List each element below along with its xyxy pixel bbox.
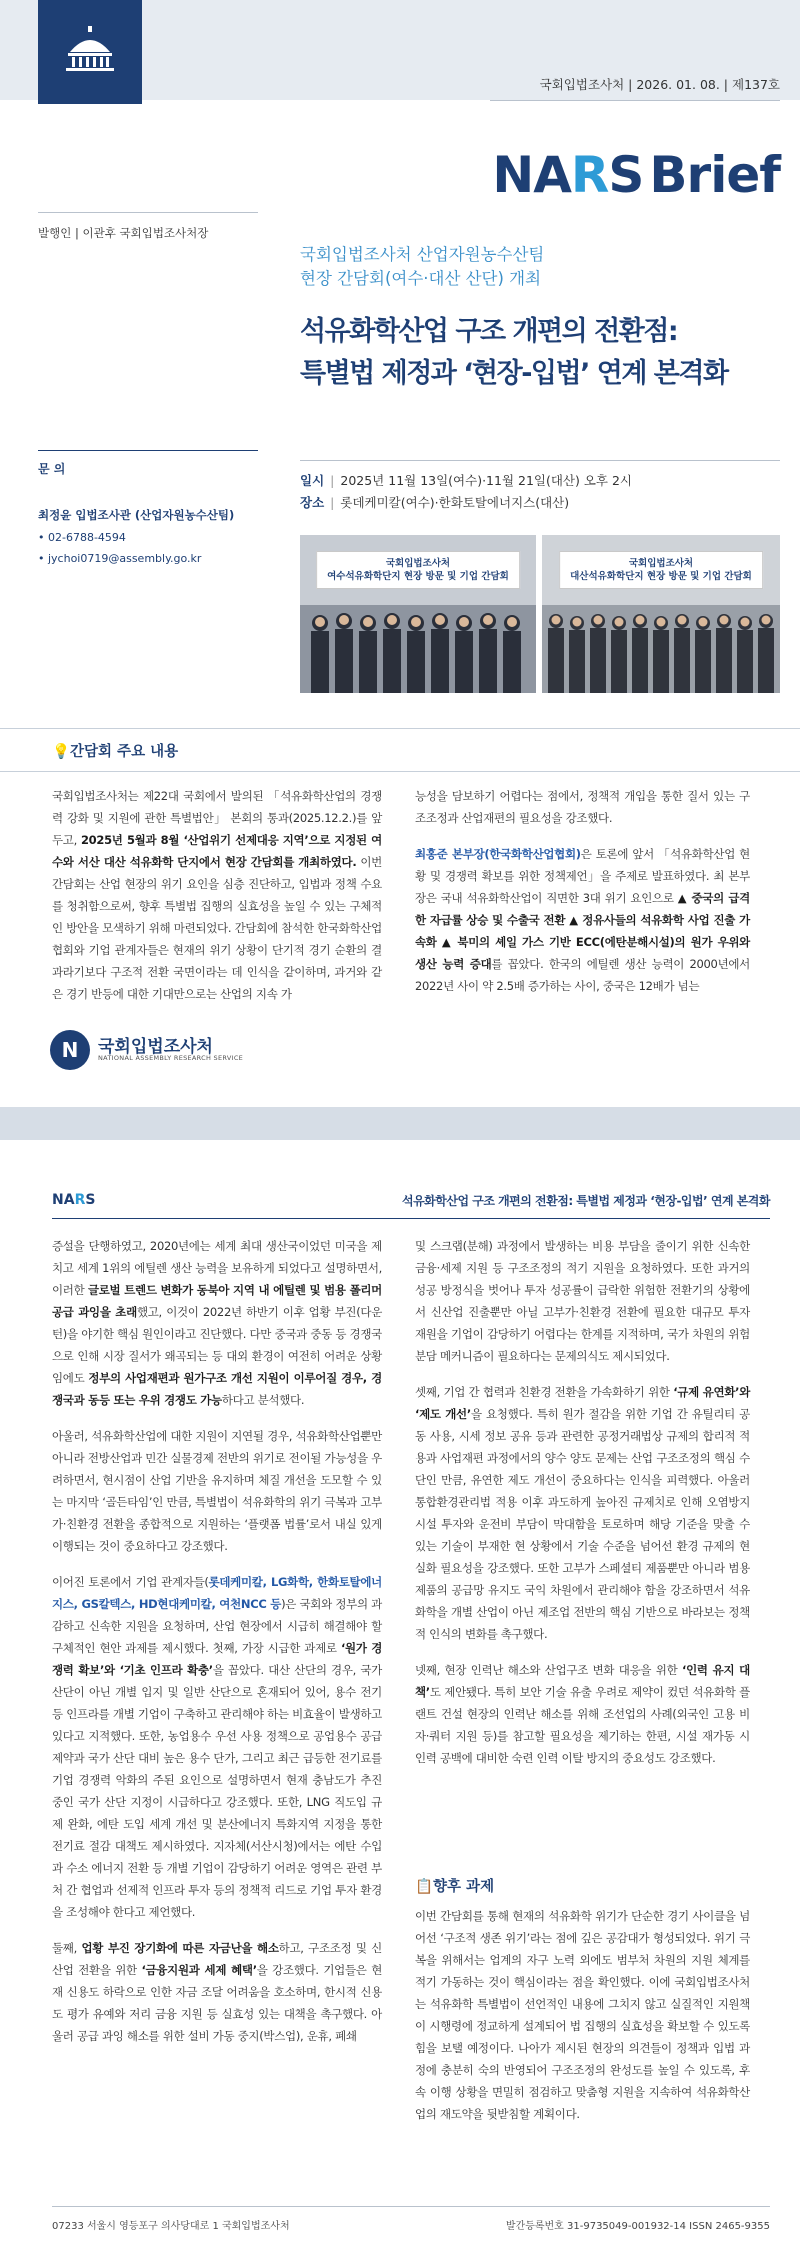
page1-right-paragraph-1: 능성을 담보하기 어렵다는 점에서, 정책적 개입을 통한 질서 있는 구조조정과 산업재편의 필요성을 강조했다. — [415, 789, 750, 825]
kicker-line-2: 현장 간담회(여수·대산 산단) 개최 — [300, 269, 542, 288]
page1-left-paragraph — [52, 785, 382, 1005]
brand-na: NA — [492, 146, 571, 204]
page2-logo-r: R — [74, 1192, 86, 1208]
photo-yeosu-banner-line-2: 여수석유화학단지 현장 방문 및 기업 간담회 — [327, 571, 509, 582]
nars-emblem-icon — [50, 1030, 90, 1070]
publisher: 발행인 | 이관후 국회입법조사처장 — [38, 226, 209, 240]
text-run-bold: ‘규제 유연화’와 ‘제도 개선’ — [415, 1385, 751, 1421]
text-run: 을 강조했다. 기업들은 현재 신용도 하락으로 인한 자금 조달 어려움을 호소하며, 한시적 신용도 평가 유예와 저리 금융 지원 등 실효성 있는 대책을 촉구했다. 아울러 공급 과잉 해소를 위한 설비 가동 중지(박스업), 운휴, 폐쇄 — [52, 1963, 382, 2043]
text-run: 했고, 이것이 2022년 하반기 이후 업황 부진(다운턴)을 야기한 핵심 원인이라고 진단했다. 다만 중국과 중동 등 경쟁국으로 인해 시장 질서가 왜곡되는 등 대외 환경이 여전히 어려운 상황임에도 — [52, 1305, 382, 1385]
headline — [300, 311, 780, 395]
page2-right-paragraph-3 — [415, 1659, 750, 1769]
text-run-bold: ‘인력 유지 대책’ — [415, 1663, 750, 1699]
page2-left-column — [52, 1235, 382, 2061]
text-run: 둘째, — [52, 1941, 82, 1955]
section-title-text: 간담회 주요 내용 — [70, 744, 179, 760]
page1-right-column — [415, 785, 750, 1011]
photo-daesan-banner-line-1: 국회입법조사처 — [628, 558, 694, 569]
photo-daesan-banner-line-2: 대산석유화학단지 현장 방문 및 기업 간담회 — [570, 571, 752, 582]
contact-name: 최정윤 입법조사관 (산업자원농수산팀) — [38, 508, 235, 522]
photo-yeosu-banner — [316, 551, 520, 589]
kicker-line-1: 국회입법조사처 산업자원농수산팀 — [300, 245, 545, 264]
brand-r: R — [570, 146, 609, 204]
page1-left-column — [52, 785, 382, 1019]
text-run-blue: 최홍준 본부장(한국화학산업협회) — [415, 847, 581, 861]
brand-s: S — [608, 146, 644, 204]
page2-right-paragraph-4: 이번 간담회를 통해 현재의 석유화학 위기가 단순한 경기 사이클을 넘어선 ‘구조적 생존 위기’라는 점에 깊은 공감대가 형성되었다. 위기 극복을 위해서는 업계의 자구 노력 외에도 범부처 차원의 지원 체계를 적기 가동하는 것이 핵심이라는 점을 확인했다. 이에 국회입법조사처는 석유화학 특별법이 선언적인 내용에 그치지 않고 실질적인 지원책이 시행령에 정교하게 설계되어 법 집행의 실효성을 확보할 수 있도록 힘을 보탤 예정이다. 나아가 제시된 현장의 의견들이 정책과 입법 과정에 충분히 숙의 반영되어 구조조정의 완성도를 높일 수 있도록, 후속 이행 상황을 면밀히 점검하고 맞춤형 지원을 지속하여 석유화학산업의 재도약을 뒷받침할 계획이다. — [415, 1909, 750, 2121]
page2-right-paragraph-2 — [415, 1381, 750, 1645]
header-rule — [490, 100, 780, 101]
bulb-icon: 💡 — [52, 744, 71, 760]
page2-nars-logo — [52, 1192, 95, 1208]
page1-right-paragraph-2 — [415, 843, 750, 997]
page2-header-rule — [52, 1218, 770, 1219]
nars-english-name: NATIONAL ASSEMBLY RESEARCH SERVICE — [98, 1054, 244, 1062]
text-run: 를 꼽았다. 한국의 에틸렌 생산 능력이 2000년에서 2022년 사이 약 2.5배 증가하는 사이, 중국은 12배가 넘는 — [415, 957, 750, 993]
future-tasks-title: 향후 과제 — [433, 1879, 495, 1895]
page-1 — [0, 0, 800, 1107]
contact-block — [38, 460, 258, 573]
event-meta — [300, 470, 770, 514]
footer-codes: 발간등록번호 31-9735049-001932-14 ISSN 2465-9355 — [505, 2221, 770, 2232]
headline-line-1: 석유화학산업 구조 개편의 전환점: — [300, 316, 678, 347]
text-run: 셋째, 기업 간 협력과 친환경 전환을 가속화하기 위한 — [415, 1385, 674, 1399]
photo-yeosu — [300, 535, 536, 693]
text-run: 을 꼽았다. 대산 산단의 경우, 국가 산단이 아닌 개별 입지 및 일반 산단으로 혼재되어 있어, 용수 전기 등 인프라를 개별 기업이 구축하고 관리해야 하는 비효율이 발생하고 있다고 지적했다. 또한, 농업용수 우선 사용 정책으로 공업용수 공급 제약과 국가 산단 대비 높은 용수 단가, 그리고 최근 급등한 전기료를 기업 경쟁력 악화의 주된 요인으로 설명하면서 현재 충남도가 추진 중인 국가 산단 지정이 시급하다고 강조했다. 또한, LNG 직도입 규제 완화, 에탄 도입 세계 개선 및 분산에너지 특화지역 지정을 통한 전기료 절감 대책도 제시하였다. 지자체(서산시청)에서는 에탄 수입과 수소 에너지 전환 등 개별 기업이 감당하기 어려운 영역은 관련 부처 간 협업과 선제적 인프라 투자 등의 정책적 리드로 기업 투자 환경을 조성해야 한다고 제언했다. — [52, 1663, 382, 1919]
assembly-dome-icon — [64, 22, 116, 74]
section-title-main — [52, 740, 178, 761]
text-run: 국회입법조사처는 제22대 국회에서 발의된 「석유화학산업의 경쟁력 강화 및 지원에 관한 특별법안」 본회의 통과(2025.12.2.)를 앞두고, — [52, 789, 382, 847]
page2-logo-s: S — [85, 1192, 96, 1208]
page2-right-paragraph-1: 및 스크랩(분해) 과정에서 발생하는 비용 부담을 줄이기 위한 신속한 금융·세제 지원 등 구조조정의 적기 지원을 요청하였다. 또한 과거의 성공 방정식을 벗어나 투자 성공률이 급락한 위험한 전환기의 상황에서 신산업 진출뿐만 아닐 고부가·친환경 전환에 필요한 대규모 투자 재원을 기업이 감당하기 어렵다는 한계를 지적하며, 국가 차원의 위험 분담 메커니즘이 필요하다는 문제의식도 제시되었다. — [415, 1239, 750, 1363]
text-run-bold: ▲ 중국의 급격한 자급률 상승 및 수출국 전환 ▲ 정유사들의 석유화학 사업 진출 가속화 ▲ 북미의 셰일 가스 기반 ECC(에탄분해시설)의 원가 우위와 생산 능력 증대 — [415, 891, 750, 971]
photo-daesan — [542, 535, 780, 693]
kicker — [300, 243, 770, 291]
publisher-rule — [38, 212, 258, 213]
text-run: 도 제안됐다. 특히 보안 기술 유출 우려로 제약이 컸던 석유화학 플랜트 건설 현장의 인력난 해소를 위해 조선업의 사례(외국인 고용 비자·쿼터 지원 등)를 참고할 필요성을 제기하는 한편, 시설 재가동 시 인력 공백에 대비한 숙련 인력 이탈 방지의 중요성도 강조했다. — [415, 1685, 750, 1765]
text-run: 을 요청했다. 특히 원가 절감을 위한 기업 간 유틸리티 공동 사용, 시세 정보 공유 등과 관련한 공정거래법상 규제의 합리적 적용과 사업재편 과정에서의 양수 양도 문제는 산업 구조조정의 핵심 수단인 만큼, 유연한 제도 개선이 중요하다는 인식을 피력했다. 아울러 통합환경관리법 적용 이후 과도하게 높아진 규제치로 인해 오염방지 시설 투자와 운전비 부담이 막대함을 토로하며 해당 기준을 맞출 수 있는 기술이 부재한 현 상황에서 기술 수준을 넘어선 환경 규제의 현실화 필요성을 강조했다. 또한 고부가 스페셜티 제품뿐만 아니라 범용 제품의 공급망 유지도 국익 차원에서 관리해야 함을 강조하면서 석유화학을 개별 산업이 아닌 제조업 전반의 핵심 기반으로 바라보는 정책적 인식의 변화를 촉구했다. — [415, 1407, 750, 1641]
date-row: 일시 | 2025년 11월 13일(여수)·11월 21일(대산) 오후 2시 — [300, 473, 633, 488]
text-run: 이어진 토론에서 기업 관계자들( — [52, 1575, 209, 1589]
meta-rule — [300, 460, 780, 461]
clipboard-icon: 📋 — [415, 1879, 434, 1895]
text-run-bold: ‘원가 경쟁력 확보’와 ‘기초 인프라 확충’ — [52, 1641, 382, 1677]
text-run-bold: 업황 부진 장기화에 따른 자금난을 해소 — [81, 1941, 279, 1955]
page2-left-paragraph-4 — [52, 1937, 382, 2047]
text-run-bold: 정부의 사업재편과 원가구조 개선 지원이 이루어질 경우, 경쟁국과 동등 또는 우위 경쟁도 가능 — [52, 1371, 382, 1407]
contact-title: 문 의 — [38, 462, 66, 476]
text-run: 하고, 구조조정 및 신산업 전환을 위한 — [52, 1941, 382, 1977]
assembly-logo — [38, 0, 142, 104]
text-run-bold: 글로벌 트렌드 변화가 동북아 지역 내 에틸렌 및 범용 폴리머 공급 과잉을 초래 — [52, 1283, 382, 1319]
text-run-bold: 2025년 5월과 8월 ‘산업위기 선제대응 지역’으로 지정된 여수와 서산 대산 석유화학 단지에서 현장 간담회를 개최하였다. — [52, 833, 382, 869]
contact-rule — [38, 450, 258, 451]
contact-email[interactable]: • jychoi0719@assembly.go.kr — [38, 552, 202, 565]
page2-footer-rule — [52, 2206, 770, 2207]
text-run: 증설을 단행하였고, 2020년에는 세계 최대 생산국이었던 미국을 제치고 세계 1위의 에틸렌 생산 능력을 보유하게 되었다고 설명하면서, 이러한 — [52, 1239, 382, 1297]
place-label: 장소 — [300, 495, 325, 510]
date-label: 일시 — [300, 473, 325, 488]
text-run: 은 토론에 앞서 「석유화학산업 현황 및 경쟁력 확보를 위한 정책제언」을 주제로 발표하였다. 최 본부장은 국내 석유화학산업이 직면한 3대 위기 요인으로 — [415, 847, 750, 905]
running-head: 석유화학산업 구조 개편의 전환점: 특별법 제정과 ‘현장-입법’ 연계 본격화 — [402, 1194, 770, 1208]
place-value: 롯데케미칼(여수)·한화토탈에너지스(대산) — [340, 495, 570, 510]
brand-brief: Brief — [649, 146, 780, 204]
headline-line-2: 특별법 제정과 ‘현장-입법’ 연계 본격화 — [300, 358, 728, 389]
contact-phone: • 02-6788-4594 — [38, 531, 126, 544]
nars-emblem-mark: N — [61, 1038, 79, 1062]
nars-brief-brand — [470, 146, 780, 204]
page2-left-paragraph-3 — [52, 1571, 382, 1923]
nars-name: 국회입법조사처 — [98, 1037, 213, 1057]
text-run-bold: ‘금융지원과 세제 혜택’ — [141, 1963, 257, 1977]
footer-address: 07233 서울시 영등포구 의사당대로 1 국회입법조사처 — [52, 2221, 290, 2232]
photo-yeosu-banner-line-1: 국회입법조사처 — [385, 558, 451, 569]
text-run-blue: 롯데케미칼, LG화학, 한화토탈에너지스, GS칼텍스, HD현대케미칼, 여천NCC 등 — [52, 1575, 382, 1611]
page2-logo-na: NA — [52, 1192, 75, 1208]
photo-daesan-banner — [559, 551, 763, 589]
page2-left-paragraph-1 — [52, 1235, 382, 1411]
future-tasks-heading — [415, 1875, 494, 1896]
date-value: 2025년 11월 13일(여수)·11월 21일(대산) 오후 2시 — [340, 473, 633, 488]
text-run: )은 국회와 정부의 과감하고 신속한 지원을 요청하며, 산업 현장에서 시급히 해결해야 할 구체적인 현안 과제를 제시했다. 첫째, 가장 시급한 과제로 — [52, 1597, 382, 1655]
page2-right-column-tail — [415, 1905, 750, 2139]
text-run: 넷째, 현장 인력난 해소와 산업구조 변화 대응을 위한 — [415, 1663, 683, 1677]
page2-right-column — [415, 1235, 750, 1783]
text-run: 이번 간담회는 산업 현장의 위기 요인을 심층 진단하고, 입법과 정책 수요를 청취함으로써, 향후 특별법 집행의 실효성을 높일 수 있는 구체적인 방안을 모색하기 위해 마련되었다. 간담회에 참석한 한국화학산업협회와 기업 관계자들은 현재의 위기 상황이 단기적 경기 순환의 결과라기보다 구조적 전환 국면이라는 데 인식을 같이하며, 과거와 같은 경기 반등에 대한 기대만으로는 산업의 지속 가 — [52, 855, 382, 1001]
text-run: 하다고 분석했다. — [221, 1393, 305, 1407]
place-row: 장소 | 롯데케미칼(여수)·한화토탈에너지스(대산) — [300, 495, 570, 510]
issue-line: 국회입법조사처 | 2026. 01. 08. | 제137호 — [539, 77, 780, 92]
page-2 — [0, 1140, 800, 2253]
page2-left-paragraph-2: 아울러, 석유화학산업에 대한 지원이 지연될 경우, 석유화학산업뿐만 아니라 전방산업과 민간 실물경제 전반의 위기로 전이될 가능성을 우려하면서, 현시점이 산업 기반을 유지하며 체질 개선을 도모할 수 있는 마지막 ‘골든타임’인 만큼, 특별법이 석유화학의 위기 극복과 고부가·친환경 전환을 종합적으로 지원하는 ‘플랫폼 법률’로서 내실 있게 이행되는 것이 중요하다고 강조했다. — [52, 1429, 382, 1553]
